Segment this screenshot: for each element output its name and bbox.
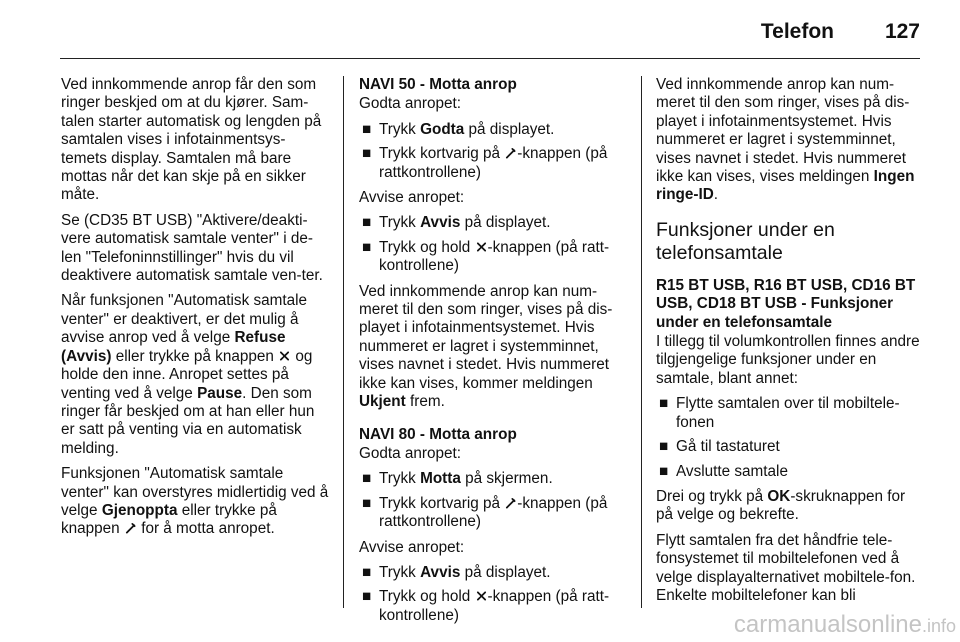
column-divider-1: [343, 76, 344, 608]
navi50-reject-list: [359, 214, 627, 275]
page-header: [60, 0, 920, 60]
pause-label: Pause: [197, 384, 243, 402]
functions-list: [656, 395, 924, 481]
list-item: ■ Trykk og hold -knappen (på ratt-kontrollene): [362, 588, 610, 624]
navi80-reject-intro: Avvise anropet:: [359, 538, 465, 556]
phone-answer-icon: [125, 522, 136, 534]
navi50-reject-intro: Avvise anropet:: [359, 189, 465, 207]
watermark: carmanualsonline.info: [733, 611, 956, 638]
list-item: ■ Trykk kortvarig på -knappen (på rattkontrollene): [362, 145, 608, 181]
navi50-answer-list: [359, 121, 627, 182]
paragraph-intro: I tillegg til volumkontrollen finnes andre tilgjengelige funksjoner under en samtale, blant annet:: [656, 333, 920, 387]
page-number: 127: [884, 20, 920, 43]
column-2: [359, 76, 627, 632]
heading-navi50: NAVI 50 - Motta anrop: [359, 76, 517, 93]
list-item: ■ Trykk Avvis på displayet.: [362, 214, 551, 232]
list-item: ■ Avslutte samtale: [659, 462, 788, 480]
navi50-answer-intro: Godta anropet:: [359, 95, 462, 113]
navi80-answer-list: [359, 470, 627, 531]
paragraph-auto-waiting: Se (CD35 BT USB) "Aktivere/deakti-vere automatisk samtale venter" i de-len "Telefoninnstillinger" hvis du vil deaktivere automatisk samtale ven-ter.: [61, 211, 323, 285]
list-item: ■ Trykk og hold -knappen (på ratt-kontrollene): [362, 238, 610, 275]
list-item: ■ Trykk Avvis på displayet.: [362, 563, 551, 581]
list-item: ■ Trykk Motta på skjermen.: [362, 470, 553, 488]
paragraph-caller-id: Ved innkommende anrop kan num-meret til den som ringer, vises på dis-playet i infotainmentsystemet. Hvis nummeret er lagret i systemminnet, vises navnet i stedet. Hvis nummeret ikke kan vises, vises meldingen Ingen ringe-ID.: [656, 76, 915, 204]
list-item: ■ Trykk Godta på displayet.: [362, 120, 555, 138]
navi80-answer-intro: Godta anropet:: [359, 444, 462, 462]
phone-hangup-icon: [476, 241, 487, 253]
navi80-reject-list: [359, 564, 627, 625]
subheading-r15: R15 BT USB, R16 BT USB, CD16 BT USB, CD18 BT USB - Funksjoner under en telefonsamtale: [656, 276, 916, 331]
list-item: ■ Trykk kortvarig på -knappen (på rattkontrollene): [362, 494, 608, 531]
resume-label: Gjenoppta: [101, 501, 178, 519]
phone-hangup-icon: [279, 350, 290, 362]
paragraph-reject-pause: Når funksjonen "Automatisk samtale venter" er deaktivert, er det mulig å avvise anrop ved å velge Refuse (Avvis) eller trykke på knappen og holde den inne. Anropet settes på venting ved å velge Pause. Den som ringer får beskjed om at han eller hun er satt på venting via en automatisk melding.: [61, 292, 315, 457]
phone-answer-icon: [505, 147, 516, 159]
phone-hangup-icon: [476, 590, 487, 602]
header-rule: [60, 58, 920, 59]
paragraph-ok-knob: Drei og trykk på OK-skruknappen for på velge og bekrefte.: [656, 487, 906, 524]
section-title: Funksjoner under en telefonsamtale: [656, 218, 835, 264]
refuse-label: Refuse (Avvis): [61, 329, 286, 365]
list-item: ■ Flytte samtalen over til mobiltele-fonen: [659, 395, 900, 431]
list-item: ■ Gå til tastaturet: [659, 438, 780, 456]
page-title: Telefon: [760, 20, 834, 43]
heading-navi80: NAVI 80 - Motta anrop: [359, 425, 517, 443]
paragraph-resume: Funksjonen "Automatisk samtale venter" kan overstyres midlertidig ved å velge Gjenoppta eller trykke på knappen for å motta anropet.: [61, 465, 329, 538]
paragraph-incoming-call: Ved innkommende anrop får den som ringer beskjed om at du kjører. Sam-talen starter automatisk og lengden på samtalen vises i infotainmentsys-temets display. Samtalen må bare mottas når det kan skje på en sikker måte.: [61, 76, 322, 204]
paragraph-transfer: Flytt samtalen fra det håndfrie tele-fonsystemet til mobiltelefonen ved å velge displayalternativet mobiltele-fon. Enkelte mobiltelefoner kan bli: [656, 531, 916, 604]
navi50-note: Ved innkommende anrop kan num-meret til den som ringer, vises på dis-playet i infotainmentsystemet. Hvis nummeret er lagret i systemminnet, vises navnet i stedet. Hvis nummeret ikke kan vises, kommer meldingen Ukjent frem.: [359, 282, 613, 411]
column-3: [656, 76, 924, 612]
phone-answer-icon: [505, 497, 516, 509]
column-1: [61, 76, 329, 546]
column-divider-2: [641, 76, 642, 608]
